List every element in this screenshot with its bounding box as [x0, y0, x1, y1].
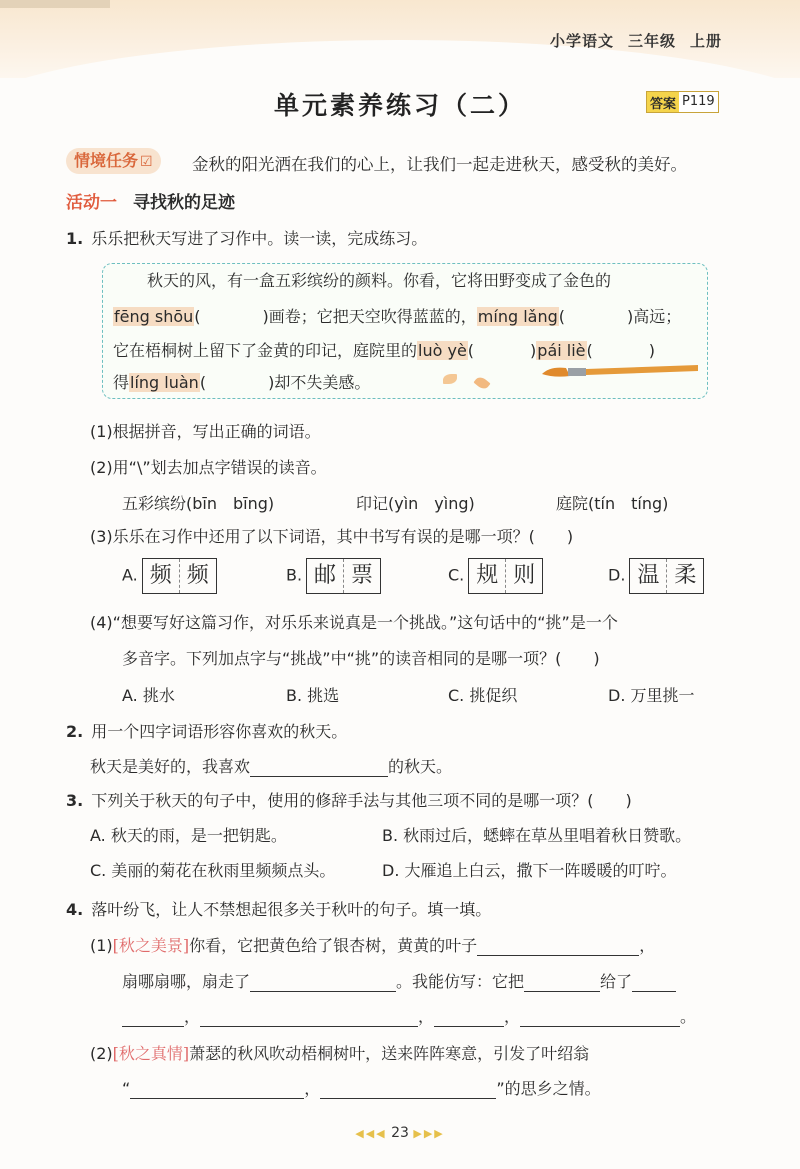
q4-sub1-line2: [122, 969, 676, 992]
passage-text-4: 得: [113, 373, 130, 392]
q1-stem-text: 乐乐把秋天写进了习作中。读一读，完成练习。: [91, 229, 428, 248]
answer-label: 答案: [650, 96, 677, 112]
word-box: [468, 558, 543, 594]
q1-sub3-option-a[interactable]: [122, 558, 217, 594]
q1-sub4-line2: 多音字。下列加点字与“挑战”中“挑”的读音相同的是哪一项？( ): [122, 649, 600, 668]
q1-sub4-option-b[interactable]: B. 挑选: [286, 686, 340, 705]
q1-sub2-item-b: 印记(yìn yìng): [356, 494, 475, 513]
char: 邮: [314, 563, 337, 588]
q1-sub4-line1: (4)“想要写好这篇习作，对乐乐来说真是一个挑战。”这句话中的“挑”是一个: [90, 613, 618, 632]
right-arrows-icon: ▶▶▶: [413, 1127, 445, 1140]
grade: 三年级: [627, 32, 676, 50]
check-icon: ☑: [140, 154, 153, 170]
passage-text-2: 高远；: [633, 307, 682, 326]
left-arrows-icon: ◀◀◀: [355, 1127, 387, 1140]
word-box: [629, 558, 704, 594]
passage-text-1: 画卷；它把天空吹得蓝蓝的，: [268, 307, 477, 326]
q1-stem: [66, 226, 427, 249]
paren-close: ): [530, 341, 537, 360]
q2-text-b: 的秋天。: [388, 757, 453, 776]
leaf-icon: [443, 374, 457, 384]
q4-stem-text: 落叶纷飞，让人不禁想起很多关于秋叶的句子。填一填。: [91, 900, 492, 919]
q1-sub2-item-a: 五彩缤纷(bīn bīng): [122, 494, 275, 513]
q4-sub2-tag: [秋之真情]: [112, 1044, 190, 1063]
q3-stem-text: 下列关于秋天的句子中，使用的修辞手法与其他三项不同的是哪一项？( ): [91, 791, 632, 810]
q1-sub4-option-c[interactable]: C. 挑促织: [448, 686, 518, 705]
activity-heading: [66, 188, 235, 213]
q4-stem: [66, 897, 491, 920]
top-mark: [0, 0, 110, 8]
q4-sub2-text: 萧瑟的秋风吹动梧桐树叶，送来阵阵寒意，引发了叶绍翁: [189, 1044, 590, 1063]
q3-option-b[interactable]: B. 秋雨过后，蟋蟀在草丛里唱着秋日赞歌。: [382, 826, 692, 845]
volume: 上册: [689, 32, 722, 50]
passage-line-3: [113, 338, 655, 361]
option-label: D.: [608, 565, 626, 585]
paren-close: ): [627, 307, 634, 326]
char: 温: [637, 563, 660, 588]
option-label: A.: [122, 565, 138, 585]
char: 规: [476, 563, 499, 588]
q4-sub1-number: (1): [90, 936, 113, 955]
q2-number: 2.: [66, 722, 84, 741]
pinyin-luoye: luò yè: [418, 341, 467, 360]
char: 则: [505, 559, 542, 593]
q4-sub1-line3: [122, 1004, 696, 1027]
word-box: [306, 558, 381, 594]
q4-sub1-blank-8[interactable]: [520, 1008, 680, 1027]
task-tag: [66, 148, 161, 174]
page-number: 23: [391, 1125, 409, 1141]
passage-line-2: [113, 304, 681, 327]
q4-sub1-blank-7[interactable]: [434, 1008, 504, 1027]
q4-sub1-line1: [90, 933, 655, 956]
q3-option-d[interactable]: D. 大雁追上白云，撒下一阵暖暖的叮咛。: [382, 861, 677, 880]
char: 频: [149, 563, 172, 588]
word-box: [142, 558, 217, 594]
q4-sub1-text: 你看，它把黄色给了银杏树，黄黄的叶子: [189, 936, 478, 955]
passage-line-1: 秋天的风，有一盒五彩缤纷的颜料。你看，它将田野变成了金色的: [147, 271, 612, 290]
page-footer: [0, 1125, 800, 1141]
char: 频: [179, 559, 216, 593]
q4-sub2-number: (2): [90, 1044, 113, 1063]
page-title: 单元素养练习（二）: [273, 91, 526, 120]
punct: 。: [680, 1007, 697, 1026]
paren-open: (: [199, 373, 207, 392]
passage-text-5: 却不失美感。: [274, 373, 371, 392]
q1-sub4-option-a[interactable]: A. 挑水: [122, 686, 175, 705]
activity-label: 活动一: [66, 193, 117, 213]
paren-open: (: [558, 307, 565, 326]
paren-close: ): [262, 307, 269, 326]
paren-close: ): [268, 373, 275, 392]
pinyin-pailie: pái liè: [537, 341, 586, 360]
q1-sub3-option-b[interactable]: [286, 558, 381, 594]
q1-sub2: (2)用“\”划去加点字错误的读音。: [90, 458, 327, 477]
q3-option-a[interactable]: A. 秋天的雨，是一把钥匙。: [90, 826, 287, 845]
q2-text-a: 秋天是美好的，我喜欢: [90, 757, 251, 776]
q2-line: [90, 754, 452, 777]
pinyin-lingluan: líng luàn: [130, 373, 199, 392]
q3-stem: [66, 788, 632, 811]
leaf-icon: [473, 375, 490, 392]
q4-sub1-text-3: 。我能仿写：它把: [396, 972, 525, 991]
q3-option-c[interactable]: C. 美丽的菊花在秋雨里频频点头。: [90, 861, 336, 880]
punct: ，: [184, 1007, 201, 1026]
q2-blank[interactable]: [250, 758, 388, 777]
quote-open: “: [122, 1079, 131, 1098]
punct: ，: [304, 1079, 321, 1098]
answer-page: P119: [679, 92, 718, 112]
pinyin-minglang: míng lǎng: [477, 307, 558, 326]
q4-sub2-blank-1[interactable]: [130, 1080, 304, 1099]
q4-sub2-line2: [122, 1076, 601, 1099]
q1-number: 1.: [66, 229, 84, 248]
punct: ，: [418, 1007, 435, 1026]
q4-sub1-blank-3[interactable]: [524, 973, 600, 992]
q4-number: 4.: [66, 900, 84, 919]
q4-sub1-blank-5[interactable]: [122, 1008, 184, 1027]
option-label: B.: [286, 565, 303, 585]
option-label: C.: [448, 565, 465, 585]
q1-sub1: (1)根据拼音，写出正确的词语。: [90, 422, 321, 441]
q2-stem-text: 用一个四字词语形容你喜欢的秋天。: [91, 722, 348, 741]
q4-sub2-blank-2[interactable]: [320, 1080, 496, 1099]
q1-sub2-item-c: 庭院(tín tíng): [556, 494, 669, 513]
q4-sub1-blank-6[interactable]: [200, 1008, 418, 1027]
q4-sub1-blank-4[interactable]: [632, 973, 676, 992]
paren-open: (: [467, 341, 475, 360]
q4-sub1-blank-2[interactable]: [250, 973, 396, 992]
q4-sub1-blank-1[interactable]: [477, 937, 639, 956]
q4-sub2-text-2: ”的思乡之情。: [496, 1079, 601, 1098]
q1-sub3-option-d[interactable]: [608, 558, 704, 594]
punct: ，: [504, 1007, 521, 1026]
char: 票: [343, 559, 380, 593]
passage-text-3: 它在梧桐树上留下了金黄的印记，庭院里的: [113, 341, 418, 360]
task-tag-label: 情境任务: [74, 151, 139, 170]
q1-sub4-option-d[interactable]: D. 万里挑一: [608, 686, 695, 705]
paren-close: ): [648, 341, 656, 360]
paren-open: (: [194, 307, 201, 326]
paintbrush-icon: [540, 362, 700, 380]
passage-line-4: [113, 370, 370, 393]
answer-badge: [646, 91, 719, 113]
q4-sub1-text-2: 扇哪扇哪，扇走了: [122, 972, 251, 991]
q3-number: 3.: [66, 791, 84, 810]
q1-sub3-option-c[interactable]: [448, 558, 543, 594]
task-text: 金秋的阳光洒在我们的心上，让我们一起走进秋天，感受秋的美好。: [192, 155, 687, 174]
subject: 小学语文: [549, 32, 614, 50]
q4-sub1-tag: [秋之美景]: [112, 936, 190, 955]
q2-stem: [66, 719, 347, 742]
char: 柔: [666, 559, 703, 593]
punct: ，: [639, 936, 656, 955]
q4-sub1-text-4: 给了: [600, 972, 633, 991]
q1-sub3: (3)乐乐在习作中还用了以下词语，其中书写有误的是哪一项？( ): [90, 527, 574, 546]
q4-sub2-line1: [90, 1041, 589, 1064]
book-info: [550, 30, 722, 51]
paren-open: (: [586, 341, 593, 360]
pinyin-fengshou: fēng shōu: [114, 307, 194, 326]
activity-title: 寻找秋的足迹: [133, 193, 235, 213]
